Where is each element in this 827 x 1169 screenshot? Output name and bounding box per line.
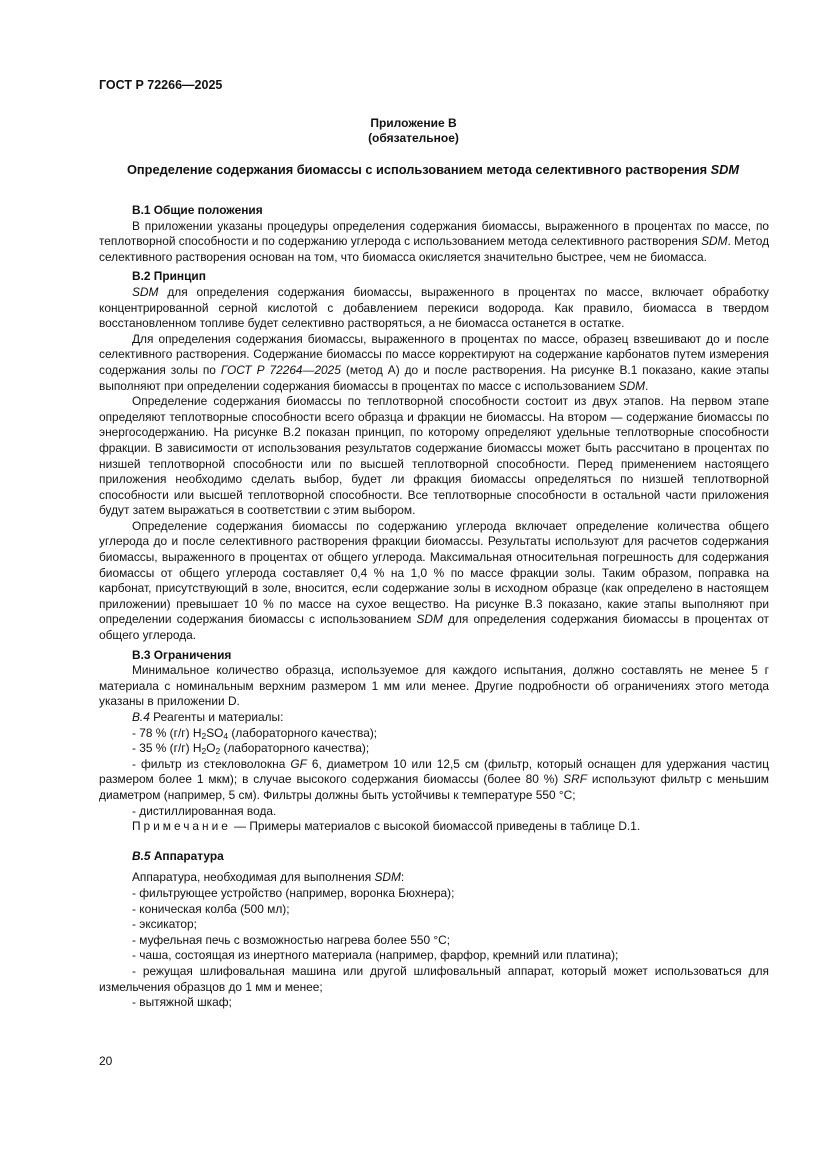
list-item: - 78 % (г/г) $H_2SO_4$ (лабораторного качества); [132, 725, 378, 741]
annex-status: (обязательное) [368, 131, 459, 145]
section-heading-b3: В.3 Ограничения [132, 647, 232, 662]
list-item: - режущая шлифовальная машина или другой шлифовальный аппарат, который может использоваться для измельчения образцов до 1 мм и менее; [99, 963, 769, 994]
paragraph: Для определения содержания биомассы, выраженного в процентах по массе, образец взвешивают до и после селективного растворения. Содержание биомассы по массе корректируют на содержание карбонатов путем измерения содержания золы по ГОСТ Р 72264—2025 (метод А) до и после растворения. На рисунке В.1 показано, какие этапы выполняют при определении содержания биомассы в процентах по массе с использованием SDM. [99, 331, 769, 393]
paragraph: Минимальное количество образца, используемое для каждого испытания, должно составлять не менее 5 г материала с номинальным верхним размером 1 мм или менее. Другие подробности об ограничениях этого метода указаны в приложении D. [99, 663, 769, 709]
list-item: - дистиллированная вода. [132, 803, 277, 818]
list-item: - чаша, состоящая из инертного материала (например, фарфор, кремний или платина); [132, 948, 619, 963]
list-item: - эксикатор; [132, 917, 197, 932]
section-heading-b5: В.5 Аппаратура [132, 848, 224, 863]
list-item: - вытяжной шкаф; [132, 995, 232, 1010]
note: Примечание — Примеры материалов с высокой биомассой приведены в таблице D.1. [132, 819, 641, 834]
paragraph: Аппаратура, необходимая для выполнения SDM: [132, 870, 405, 885]
section-heading-b2: В.2 Принцип [132, 269, 206, 284]
list-item: - коническая колба (500 мл); [132, 901, 290, 916]
annex-title: Приложение В [370, 116, 457, 130]
paragraph: Определение содержания биомассы по теплотворной способности состоит из двух этапов. На первом этапе определяют теплотворные способности всего образца и фракции не биомассы. На втором — содержание биомассы по энергосодержанию. На рисунке В.2 показан принцип, по которому определяют удельные теплотворные способности фракции. В зависимости от использования результатов содержание биомассы может быть рассчитано в процентах по низшей теплотворной способности или по высшей теплотворной способности. Перед применением настоящего приложения необходимо сделать выбор, будет ли фракция биомассы определяться по низшей теплотворной способности или высшей теплотворной способности. Все теплотворные способности в остальной части приложения будут затем выражаться в соответствии с этим выбором. [99, 394, 769, 518]
main-title: Определение содержания биомассы с использованием метода селективного растворения SDM [126, 162, 740, 177]
list-item: - 35 % (г/г) $H_2O_2$ (лабораторного качества); [132, 741, 370, 757]
paragraph: Определение содержания биомассы по содержанию углерода включает определение количества общего углерода до и после селективного растворения фракции биомассы. Результаты используют для расчетов содержания биомассы, выраженного в процентах от общего углерода. Максимальная относительная погрешность для содержания биомассы от общего углерода составляет 0,4 % на 1,0 % по массе фракции золы. Таким образом, поправка на карбонат, присутствующий в золе, вносится, если содержание золы в исходном образце (как определено в настоящем приложении) превышает 10 % по массе на сухое вещество. На рисунке В.3 показано, какие этапы выполняют при определении содержания биомассы с использованием SDM для определения содержания биомассы в процентах от общего углерода. [99, 518, 770, 643]
list-item: - муфельная печь с возможностью нагрева более 550 °С; [132, 932, 451, 947]
page-number: 20 [99, 1054, 113, 1068]
list-item: - фильтр из стекловолокна GF 6, диаметром 10 или 12,5 см (фильтр, который оснащен для удержания частиц размером более 1 мкм); в случае высокого содержания биомассы (более 80 %) SRF используют фильтр с меньшим диаметром (например, 5 см). Фильтры должны быть устойчивы к температуре 550 °С; [99, 756, 769, 802]
list-item: - фильтрующее устройство (например, воронка Бюхнера); [132, 885, 455, 900]
document-header: ГОСТ Р 72266—2025 [99, 78, 223, 92]
document-body [99, 203, 769, 1011]
paragraph: SDM для определения содержания биомассы, выраженного в процентах по массе, включает обработку концентрированной серной кислотой с добавлением перекиси водорода. Как правило, биомасса в твердом восстановленном топливе будет селективно растворяться, а не биомасса останется в остатке. [99, 284, 769, 331]
note-label: Примечание [132, 819, 231, 834]
section-heading-b4: В.4 Реагенты и материалы: [132, 710, 284, 724]
paragraph: В приложении указаны процедуры определения содержания биомассы, выраженного в процентах по массе, по теплотворной способности и по содержанию углерода с использованием метода селективного растворения SDM. Метод селективного растворения основан на том, что биомасса окисляется значительно быстрее, чем не биомасса. [99, 218, 770, 264]
section-heading-b1: В.1 Общие положения [132, 203, 263, 217]
